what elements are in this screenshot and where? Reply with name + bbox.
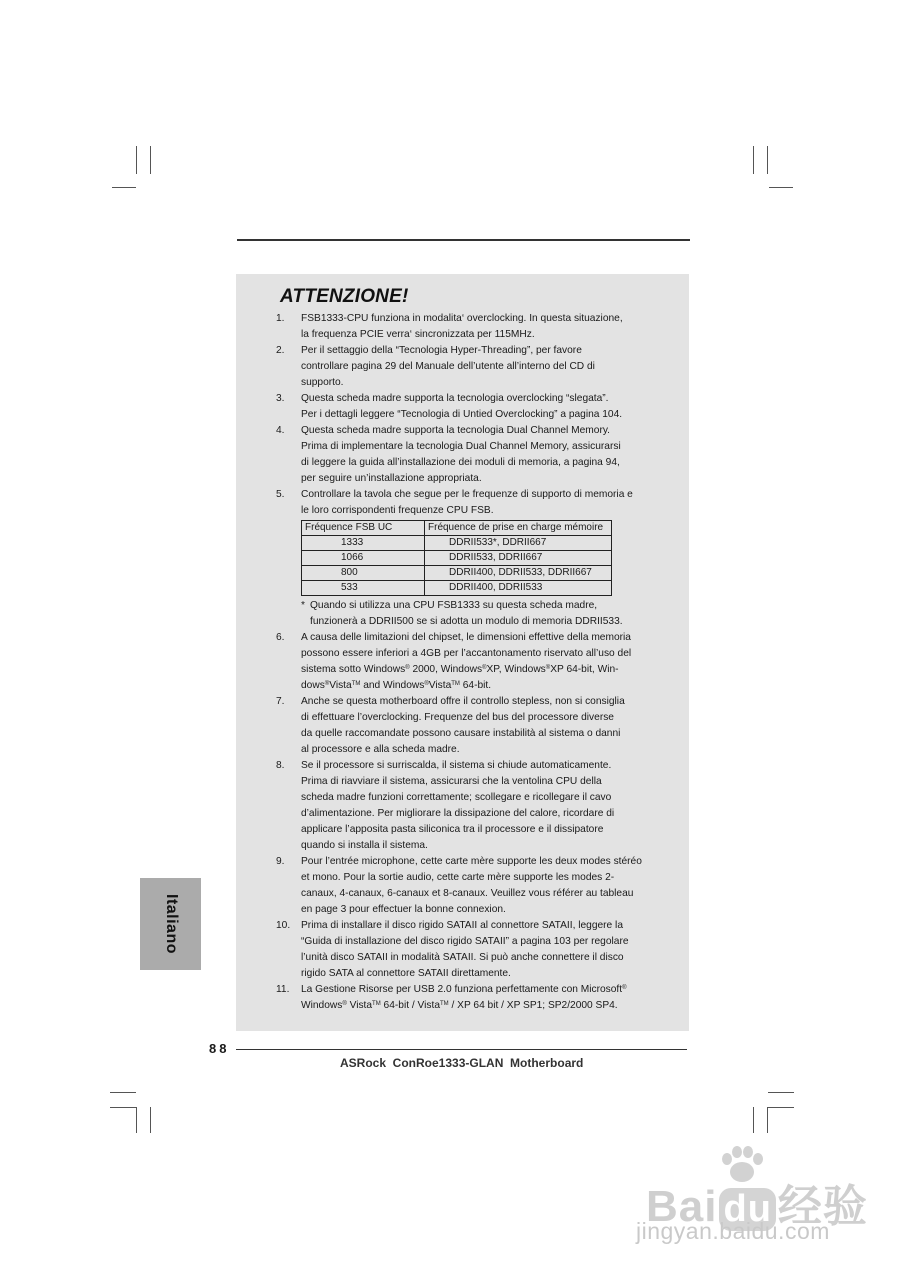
item-line: controllare pagina 29 del Manuale dell’utente all’interno del CD di — [301, 361, 595, 372]
table-cell: DDRII400, DDRII533, DDRII667 — [425, 566, 612, 581]
item-number: 5. — [276, 489, 285, 500]
bottom-rule — [236, 1049, 687, 1050]
list-item — [276, 487, 676, 519]
item-line: Pour l’entrée microphone, cette carte mère supporte les deux modes stéréo — [301, 856, 642, 867]
item-line: per seguire un’installazione appropriata. — [301, 473, 482, 484]
item-line: quando si installa il sistema. — [301, 840, 428, 851]
item-line: canaux, 4-canaux, 6-canaux et 8-canaux. Veuillez vous référer au tableau — [301, 888, 634, 899]
table-header-row — [302, 521, 612, 536]
freq-table — [301, 520, 612, 596]
table-cell: DDRII400, DDRII533 — [425, 581, 612, 596]
list-item — [276, 918, 676, 982]
item-line: Prima di installare il disco rigido SATAII al connettore SATAII, leggere la — [301, 920, 623, 931]
item-line: Prima di implementare la tecnologia Dual Channel Memory, assicurarsi — [301, 441, 621, 452]
table-cell: 533 — [302, 581, 425, 596]
item-number: 7. — [276, 696, 285, 707]
footnote-line: funzionerà a DDRII500 se si adotta un modulo di memoria DDRII533. — [310, 616, 623, 627]
list-item — [276, 343, 676, 391]
freq-table-wrap — [276, 520, 676, 630]
table-cell: 800 — [302, 566, 425, 581]
item-number: 11. — [276, 984, 290, 995]
item-line: supporto. — [301, 377, 344, 388]
page-title: ATTENZIONE! — [280, 286, 409, 307]
page-number: 88 — [209, 1041, 230, 1056]
list-item — [276, 311, 676, 343]
item-line: Controllare la tavola che segue per le frequenze di supporto di memoria e — [301, 489, 633, 500]
item-line: al processore e alla scheda madre. — [301, 744, 460, 755]
item-line: Per i dettagli leggere “Tecnologia di Untied Overclocking” a pagina 104. — [301, 409, 623, 420]
crop-mark — [768, 1092, 794, 1093]
item-line: FSB1333-CPU funziona in modalita‘ overclocking. In questa situazione, — [301, 313, 623, 324]
item-line: applicare l’apposita pasta siliconica tra il processore e il dissipatore — [301, 824, 604, 835]
crop-mark — [150, 146, 151, 174]
crop-mark — [150, 1107, 151, 1133]
item-line: possono essere inferiori a 4GB per l’accantonamento riservato all’uso del — [301, 648, 632, 659]
item-line: Questa scheda madre supporta la tecnologia Dual Channel Memory. — [301, 425, 611, 436]
table-cell: 1066 — [302, 551, 425, 566]
items-group-b — [276, 694, 676, 982]
watermark-logo: Bai du 经验 — [646, 1182, 868, 1231]
table-row — [302, 551, 612, 566]
item-number: 6. — [276, 632, 285, 643]
item-line: Anche se questa motherboard offre il controllo stepless, non si consiglia — [301, 696, 625, 707]
crop-mark — [753, 1107, 754, 1133]
list-item — [276, 391, 676, 423]
item-line: da quelle raccomandate possono causare instabilità al sistema o danni — [301, 728, 621, 739]
item-number: 4. — [276, 425, 285, 436]
crop-mark — [110, 1092, 136, 1093]
table-row — [302, 536, 612, 551]
item-number: 10. — [276, 920, 291, 931]
crop-mark — [136, 1107, 137, 1133]
item-line: dows®Vista™ and Windows®Vista™ 64-bit. — [301, 680, 492, 691]
table-header-cell: Fréquence FSB UC — [302, 521, 425, 536]
table-footnote — [301, 598, 676, 630]
item-line: “Guida di installazione del disco rigido SATAII” a pagina 103 per regolare — [301, 936, 629, 947]
item-line: La Gestione Risorse per USB 2.0 funziona perfettamente con Microsoft® — [301, 984, 627, 995]
item-line: di leggere la guida all’installazione dei moduli di memoria, a pagina 94, — [301, 457, 620, 468]
table-cell: DDRII533, DDRII667 — [425, 551, 612, 566]
crop-mark — [753, 146, 754, 174]
crop-mark — [767, 1107, 768, 1133]
list-item — [276, 423, 676, 487]
crop-mark — [769, 187, 793, 188]
warning-list — [276, 311, 676, 1014]
item-line: di effettuare l’overclocking. Frequenze del bus del processore diverse — [301, 712, 614, 723]
item-line: Per il settaggio della “Tecnologia Hyper-Threading”, per favore — [301, 345, 582, 356]
item-line: A causa delle limitazioni del chipset, le dimensioni effettive della memoria — [301, 632, 631, 643]
list-item — [276, 982, 676, 1014]
item-number: 2. — [276, 345, 285, 356]
top-rule — [237, 239, 690, 241]
list-item — [276, 854, 676, 918]
crop-mark — [110, 1107, 136, 1108]
item-number: 8. — [276, 760, 285, 771]
footnote-star: * — [301, 600, 305, 611]
table-row — [302, 566, 612, 581]
item-number: 9. — [276, 856, 285, 867]
item-line: Prima di riavviare il sistema, assicurarsi che la ventolina CPU della — [301, 776, 602, 787]
item-line: rigido SATA al connettore SATAII direttamente. — [301, 968, 511, 979]
item-line: Windows® Vista™ 64-bit / Vista™ / XP 64 bit / XP SP1; SP2/2000 SP4. — [301, 1000, 618, 1011]
item-number: 1. — [276, 313, 285, 324]
item-line: le loro corrispondenti frequenze CPU FSB. — [301, 505, 494, 516]
language-tab — [140, 878, 201, 970]
table-cell: DDRII533*, DDRII667 — [425, 536, 612, 551]
crop-mark — [136, 146, 137, 174]
item-line: la frequenza PCIE verra‘ sincronizzata per 115MHz. — [301, 329, 535, 340]
list-item — [276, 694, 676, 758]
crop-mark — [112, 187, 136, 188]
item-line: en page 3 pour effectuer la bonne connexion. — [301, 904, 506, 915]
item-line: l’unità disco SATAII in modalità SATAII. Si può anche connettere il disco — [301, 952, 624, 963]
item-line: sistema sotto Windows® 2000, Windows®XP, Windows®XP 64-bit, Win- — [301, 664, 619, 675]
table-header-cell: Fréquence de prise en charge mémoire — [425, 521, 612, 536]
table-row — [302, 581, 612, 596]
table-cell: 1333 — [302, 536, 425, 551]
item-line: d’alimentazione. Per migliorare la dissipazione del calore, ricordare di — [301, 808, 615, 819]
item-number: 3. — [276, 393, 285, 404]
watermark-url: jingyan.baidu.com — [636, 1218, 830, 1244]
list-item — [276, 758, 676, 854]
item-line: et mono. Pour la sortie audio, cette carte mère supporte les modes 2- — [301, 872, 615, 883]
item-line: scheda madre funzioni correttamente; scollegare e ricollegare il cavo — [301, 792, 612, 803]
items-group-a — [276, 311, 676, 519]
crop-mark — [768, 1107, 794, 1108]
crop-mark — [767, 146, 768, 174]
footer-text: ASRock ConRoe1333-GLAN Motherboard — [340, 1056, 584, 1070]
item-line: Se il processore si surriscalda, il sistema si chiude automaticamente. — [301, 760, 612, 771]
item-line: Questa scheda madre supporta la tecnologia overclocking “slegata”. — [301, 393, 609, 404]
language-tab-label: Italiano — [162, 893, 180, 955]
footnote-line: Quando si utilizza una CPU FSB1333 su questa scheda madre, — [310, 600, 598, 611]
list-item — [276, 630, 676, 694]
